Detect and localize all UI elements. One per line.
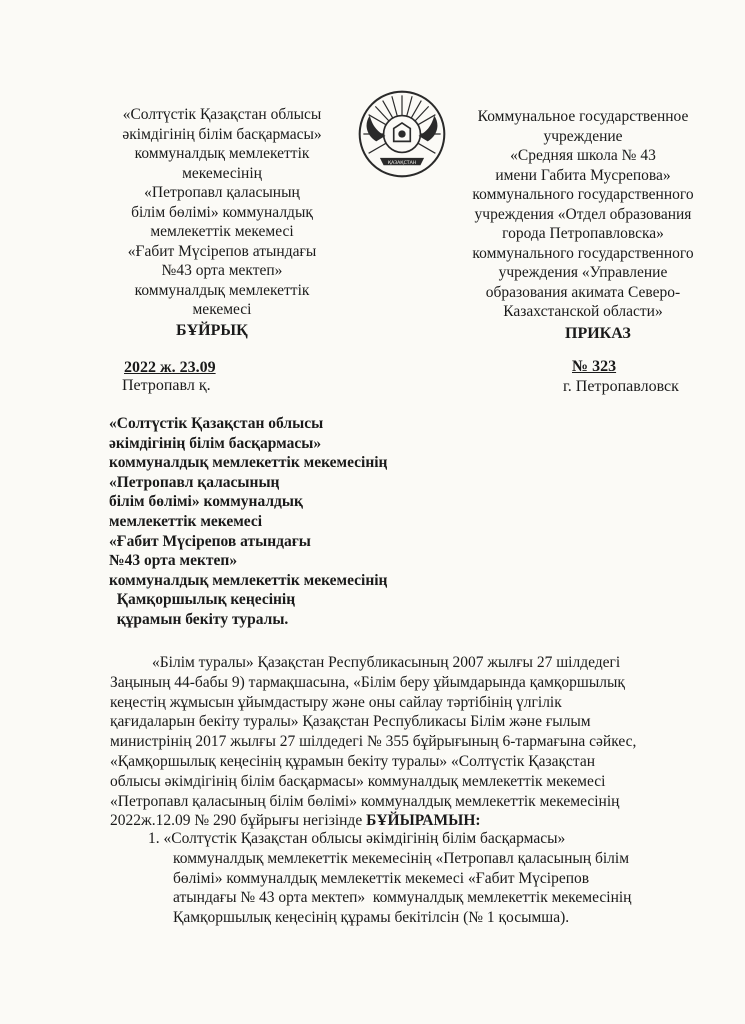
header-right-line: Коммунальное государственное [477,108,689,125]
list-item-first-line [148,829,631,849]
list-item-line: коммуналдық мемлекеттік мекемесінің «Петропавл қаласының білім [173,849,630,867]
list-item-number: 1. [148,830,160,847]
list-item-line: атындағы № 43 орта мектеп» коммуналдық мемлекеттік мекемесінің [173,889,632,907]
header-right-line: коммунального государственного [472,186,694,203]
header-left-line: мекемесінің [182,164,262,182]
subject-line: әкімдігінің білім басқармасы» [109,434,322,452]
header-left-line: «Солтүстік Қазақстан облысы [122,106,322,123]
list-item-line: Қамқоршылық кеңесінің құрамы бекітілсін (№ 1 қосымша). [173,909,570,927]
header-right-line: учреждение [543,127,623,145]
header-left-line: №43 орта мектеп» [161,262,283,279]
body-line: «Петропавл қаласының білім бөлімі» коммуналдық мемлекеттік мекемесінің [110,792,620,810]
doc-type-kk: БҰЙРЫҚ [176,322,248,339]
header-left-line: әкімдігінің білім басқармасы» [122,125,322,143]
header-right-org [450,107,716,322]
header-right-line: города Петропавловска» [502,225,664,242]
body-line: қағидаларын бекіту туралы» Қазақстан Республикасы Білім және ғылым [110,713,591,731]
subject-line: «Петропавл қаласының [109,473,280,491]
body-line: «Қамқоршылық кеңесінің құрамын бекіту туралы» «Солтүстік Қазақстан [110,752,596,770]
city-kk: Петропавл қ. [122,377,211,394]
order-number: № 323 [572,358,617,375]
order-keyword: БҰЙЫРАМЫН: [366,812,481,830]
svg-text:ҚАЗАҚСТАН: ҚАЗАҚСТАН [387,160,417,166]
header-left-line: мекемесі [192,301,252,318]
order-date: 2022 ж. 23.09 [124,359,216,376]
list-item-line: бөлімі» коммуналдық мемлекеттік мекемесі «Ғабит Мүсірепов [173,869,590,887]
header-right-line: Казахстанской области» [503,303,663,320]
header-right-line: «Средняя школа № 43 [510,147,656,164]
header-left-line: коммуналдық мемлекеттік [134,145,310,162]
subject-line: мемлекеттік мекемесі [109,512,263,530]
body-line: министрінің 2017 жылғы 27 шілдедегі № 355 бұйрығының 6-тармағына сәйкес, [110,733,637,751]
state-emblem-icon [356,88,448,180]
header-right-line: учреждения «Отдел образования [474,205,692,223]
header-left-line: білім бөлімі» коммуналдық [131,203,313,221]
subject-line: құрамын бекіту туралы. [109,610,289,628]
body-line: «Білім туралы» Қазақстан Республикасының 2007 жылғы 27 шілдедегі [152,654,621,671]
subject-line: білім бөлімі» коммуналдық [109,493,303,511]
subject-line: коммуналдық мемлекеттік мекемесінің [109,571,388,589]
header-left-line: «Петропавл қаласының [144,184,300,201]
body-line: Заңының 44-бабы 9) тармақшасына, «Білім беру ұйымдарында қамқоршылық [110,673,625,691]
header-left-line: коммуналдық мемлекеттік [134,281,310,299]
header-right-line: учреждения «Управление [498,264,668,281]
subject-line: Қамқоршылық кеңесінің [109,591,296,609]
body-line: кеңестің жұмысын ұйымдастыру және оны сайлау тәртібінің үлгілік [110,693,562,711]
subject-line: «Ғабит Мүсірепов атындағы [109,532,311,550]
body-paragraph [110,653,700,831]
header-left-org [93,105,351,320]
header-left-line: «Ғабит Мүсірепов атындағы [127,242,317,260]
header-right-line: имени Габита Мусрепова» [495,166,671,184]
subject-line: «Солтүстік Қазақстан облысы [109,415,324,432]
subject-line: коммуналдық мемлекеттік мекемесінің [109,454,388,472]
list-item-line: «Солтүстік Қазақстан облысы әкімдігінің білім басқармасы» [163,830,566,847]
list-item [148,829,631,928]
header-right-line: образования акимата Северо- [485,283,681,301]
header-left-line: мемлекеттік мекемесі [150,223,294,240]
doc-type-ru: ПРИКАЗ [565,325,631,342]
city-ru: г. Петропавловск [563,378,679,395]
header-right-line: коммунального государственного [472,244,694,262]
body-last-text: 2022ж.12.09 № 290 бұйрығы негізінде [110,812,367,830]
body-line: облысы әкімдігінің білім басқармасы» коммуналдық мемлекеттік мекемесі [110,772,606,790]
order-subject [109,414,388,630]
subject-line: №43 орта мектеп» [109,552,238,570]
